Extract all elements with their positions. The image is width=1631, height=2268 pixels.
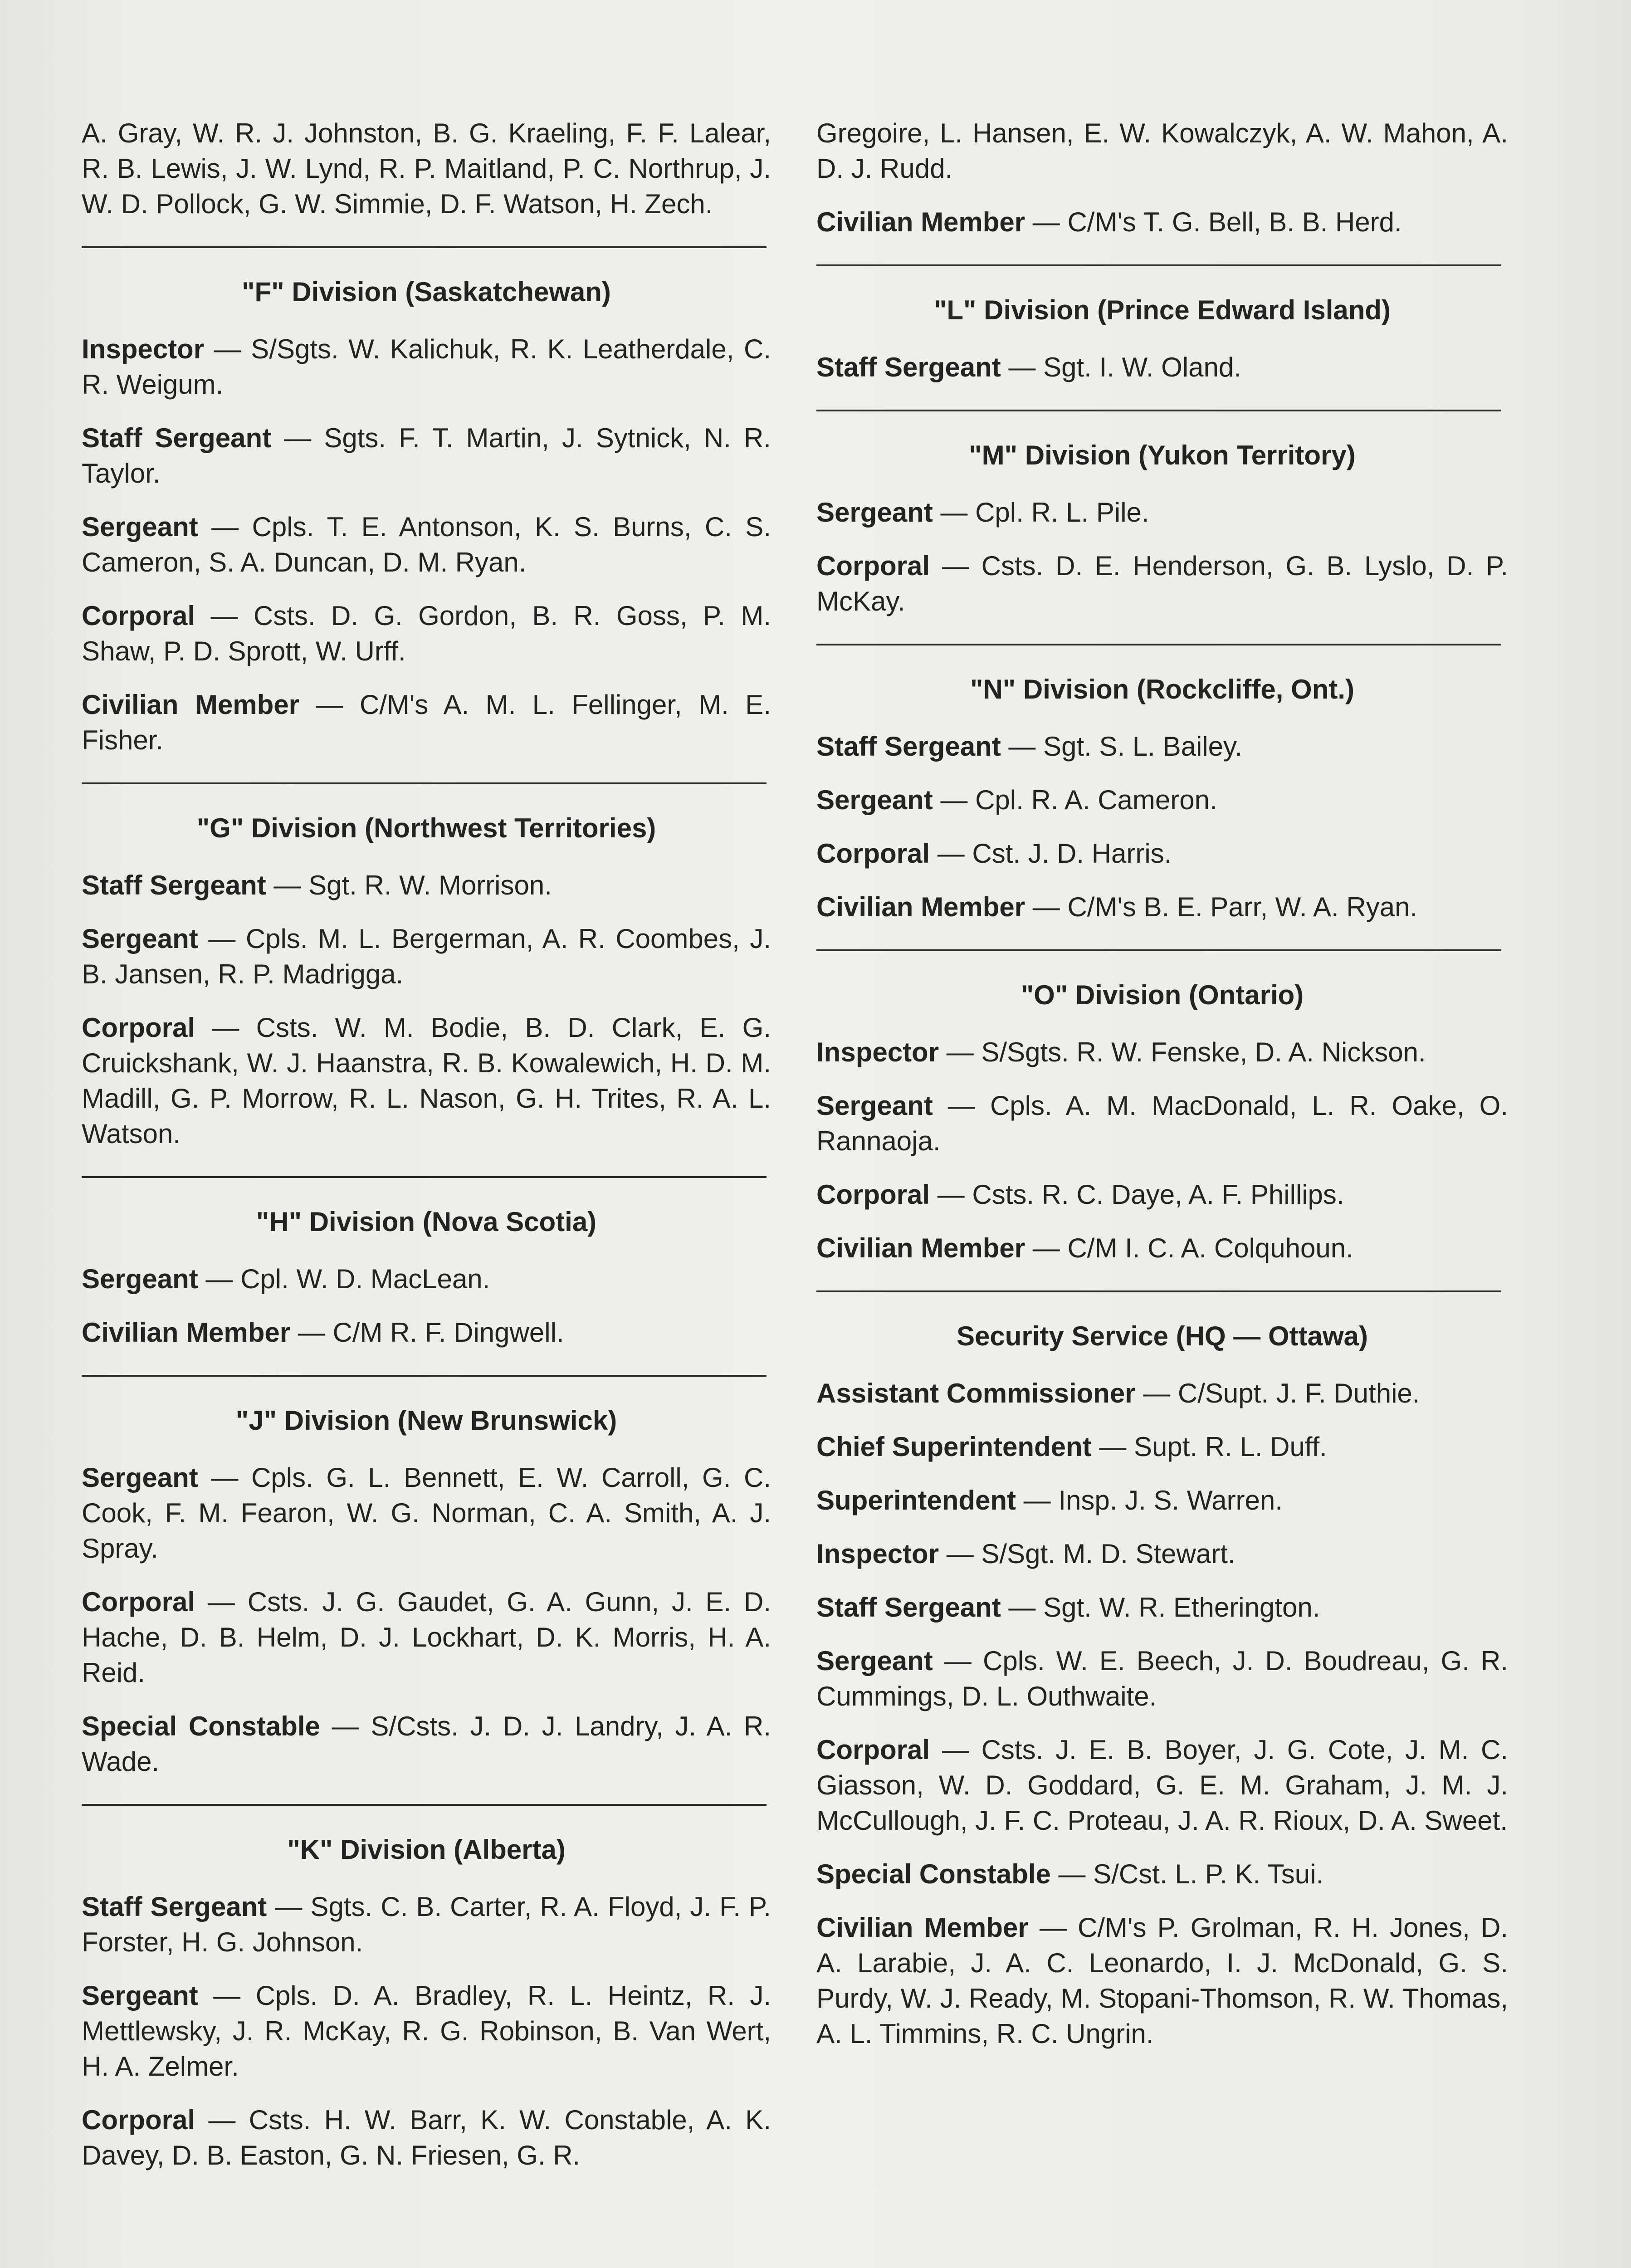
member-names: — S/Sgts. R. W. Fenske, D. A. Nickson. — [939, 1037, 1426, 1067]
member-names: — Cpls. G. L. Bennett, E. W. Carroll, G. C. Cook, F. M. Fearon, W. G. Norman, C. A. Smith, A. J. Spray. — [82, 1462, 771, 1564]
promotion-entry — [816, 1483, 1508, 1518]
promotion-entry — [82, 1261, 771, 1297]
division-heading: "O" Division (Ontario) — [1021, 980, 1304, 1010]
promotion-entry — [816, 1536, 1508, 1572]
rank-label: Civilian Member — [816, 892, 1025, 922]
member-names: — Cpls. D. A. Bradley, R. L. Heintz, R. J. Mettlewsky, J. R. McKay, R. G. Robinson, B. Van Wert, H. A. Zelmer. — [82, 1980, 771, 2082]
promotion-entry — [82, 1584, 771, 1691]
division-heading: "H" Division (Nova Scotia) — [256, 1207, 597, 1237]
promotion-entry — [816, 1857, 1508, 1892]
member-names: — Csts. D. G. Gordon, B. R. Goss, P. M. Shaw, P. D. Sprott, W. Urff. — [82, 601, 771, 666]
member-names: — Supt. R. L. Duff. — [1091, 1432, 1327, 1462]
rank-label: Corporal — [82, 601, 195, 631]
promotion-entry — [816, 1429, 1508, 1465]
promotion-entry — [816, 782, 1508, 818]
promotion-entry — [816, 548, 1508, 619]
rank-label: Corporal — [816, 1735, 930, 1765]
left-column — [82, 116, 771, 2191]
rank-label: Staff Sergeant — [816, 352, 1001, 382]
member-names: — C/Supt. J. F. Duthie. — [1135, 1378, 1420, 1408]
rank-label: Civilian Member — [82, 689, 299, 720]
continued-names: A. Gray, W. R. J. Johnston, B. G. Kraeling, F. F. Lalear, R. B. Lewis, J. W. Lynd, R. P. Maitland, P. C. Northrup, J. W. D. Pollock, G. W. Simmie, D. F. Watson, H. Zech. — [82, 118, 771, 219]
promotion-entry — [816, 1177, 1508, 1212]
section-divider — [816, 644, 1501, 645]
section-divider — [82, 782, 767, 784]
section-divider — [82, 1804, 767, 1806]
rank-label: Chief Superintendent — [816, 1432, 1092, 1462]
member-names: — C/M's T. G. Bell, B. B. Herd. — [1025, 207, 1402, 237]
member-names: — C/M's P. Grolman, R. H. Jones, D. A. Larabie, J. A. C. Leonardo, I. J. McDonald, G. S. Purdy, W. J. Ready, M. Stopani-Thomson, R. W. Thomas, A. L. Timmins, R. C. Ungrin. — [816, 1912, 1509, 2049]
promotion-entry — [816, 1590, 1508, 1625]
promotion-entry — [816, 350, 1508, 385]
member-names: — S/Csts. J. D. J. Landry, J. A. R. Wade. — [82, 1711, 772, 1777]
rank-label: Inspector — [82, 334, 205, 364]
member-names: — Csts. J. G. Gaudet, G. A. Gunn, J. E. D. Hache, D. B. Helm, D. J. Lockhart, D. K. Morris, H. A. Reid. — [82, 1587, 771, 1688]
rank-label: Civilian Member — [816, 1233, 1025, 1263]
promotion-entry — [816, 729, 1508, 764]
rank-label: Corporal — [816, 838, 930, 869]
promotion-entry — [82, 921, 771, 992]
section-divider — [816, 410, 1501, 411]
rank-label: Corporal — [82, 1587, 195, 1617]
promotion-entry — [82, 1315, 771, 1350]
member-names: — Cpl. R. L. Pile. — [933, 497, 1149, 528]
promotion-entry — [816, 1088, 1508, 1159]
division-heading: Security Service (HQ — Ottawa) — [957, 1321, 1368, 1351]
rank-label: Superintendent — [816, 1485, 1016, 1515]
member-names: — S/Sgts. W. Kalichuk, R. K. Leatherdale, C. R. Weigum. — [82, 334, 771, 400]
member-names: — Insp. J. S. Warren. — [1016, 1485, 1283, 1515]
member-names: — C/M's B. E. Parr, W. A. Ryan. — [1025, 892, 1418, 922]
member-names: — Csts. W. M. Bodie, B. D. Clark, E. G. Cruickshank, W. J. Haanstra, R. B. Kowalewich, H. D. M. Madill, G. P. Morrow, R. L. Nason, G. H. Trites, R. A. L. Watson. — [82, 1012, 771, 1149]
promotion-entry — [816, 495, 1508, 530]
member-names: — Csts. R. C. Daye, A. F. Phillips. — [930, 1179, 1344, 1210]
division-heading: "G" Division (Northwest Territories) — [196, 813, 656, 843]
rank-label: Sergeant — [82, 1264, 198, 1294]
member-names: — Csts. J. E. B. Boyer, J. G. Cote, J. M. C. Giasson, W. D. Goddard, G. E. M. Graham, J. M. J. McCullough, J. F. C. Proteau, J. A. R. Rioux, D. A. Sweet. — [816, 1735, 1508, 1836]
promotion-entry — [82, 598, 771, 669]
promotion-entry — [82, 868, 771, 903]
rank-label: Staff Sergeant — [82, 1892, 267, 1922]
division-heading: "J" Division (New Brunswick) — [235, 1405, 617, 1436]
promotion-entry — [816, 1732, 1508, 1838]
division-heading: "K" Division (Alberta) — [287, 1834, 566, 1865]
promotion-entry — [82, 420, 771, 491]
member-names: — S/Cst. L. P. K. Tsui. — [1050, 1859, 1324, 1889]
rank-label: Sergeant — [82, 924, 198, 954]
promotion-entry — [816, 836, 1508, 871]
rank-label: Staff Sergeant — [82, 423, 272, 453]
promotion-entry — [816, 1376, 1508, 1411]
member-names: — Sgt. R. W. Morrison. — [266, 870, 552, 900]
promotion-entry — [82, 1978, 771, 2084]
promotion-entry — [82, 1460, 771, 1566]
rank-label: Sergeant — [816, 785, 933, 815]
rank-label: Sergeant — [82, 1980, 198, 2011]
promotion-entry — [816, 1910, 1508, 2052]
rank-label: Assistant Commissioner — [816, 1378, 1136, 1408]
member-names: — Cpl. R. A. Cameron. — [933, 785, 1217, 815]
member-names: — C/M's A. M. L. Fellinger, M. E. Fisher. — [82, 689, 771, 755]
rank-label: Sergeant — [82, 512, 198, 542]
division-heading: "F" Division (Saskatchewan) — [242, 277, 611, 307]
rank-label: Sergeant — [816, 1646, 933, 1676]
promotion-entry — [82, 1889, 771, 1960]
rank-label: Corporal — [82, 1012, 195, 1043]
section-divider — [82, 246, 767, 248]
member-names: — Cpls. T. E. Antonson, K. S. Burns, C. S. Cameron, S. A. Duncan, D. M. Ryan. — [82, 512, 771, 577]
promotion-entry — [82, 2102, 771, 2173]
rank-label: Special Constable — [82, 1711, 320, 1741]
promotion-entry — [816, 1231, 1508, 1266]
promotion-entry — [816, 890, 1508, 925]
rank-label: Staff Sergeant — [82, 870, 266, 900]
rank-label: Sergeant — [816, 497, 933, 528]
rank-label: Civilian Member — [816, 207, 1025, 237]
member-names: — Cpl. W. D. MacLean. — [198, 1264, 490, 1294]
division-heading: "M" Division (Yukon Territory) — [969, 440, 1356, 470]
promotion-entry — [82, 1709, 771, 1779]
promotion-entry — [82, 1010, 771, 1152]
member-names: — Csts. D. E. Henderson, G. B. Lyslo, D. P. McKay. — [816, 551, 1508, 616]
rank-label: Corporal — [816, 1179, 930, 1210]
division-heading: "N" Division (Rockcliffe, Ont.) — [970, 674, 1354, 704]
member-names: — C/M R. F. Dingwell. — [290, 1317, 564, 1348]
rank-label: Special Constable — [816, 1859, 1051, 1889]
promotion-entry — [82, 687, 771, 758]
member-names: — Sgt. I. W. Oland. — [1001, 352, 1241, 382]
rank-label: Sergeant — [82, 1462, 198, 1493]
member-names: — Sgt. S. L. Bailey. — [1001, 731, 1243, 762]
member-names: — Sgt. W. R. Etherington. — [1001, 1592, 1320, 1623]
rank-label: Staff Sergeant — [816, 1592, 1001, 1623]
rank-label: Staff Sergeant — [816, 731, 1001, 762]
section-divider — [82, 1375, 767, 1377]
member-names: — Sgts. F. T. Martin, J. Sytnick, N. R. Taylor. — [82, 423, 771, 489]
rank-label: Corporal — [816, 551, 930, 581]
promotion-entry — [82, 509, 771, 580]
promotion-entry — [82, 332, 771, 402]
promotion-entry — [816, 1643, 1508, 1714]
rank-label: Civilian Member — [82, 1317, 291, 1348]
rank-label: Corporal — [82, 2105, 195, 2135]
rank-label: Civilian Member — [816, 1912, 1029, 1943]
member-names: — Csts. H. W. Barr, K. W. Constable, A. K. Davey, D. B. Easton, G. N. Friesen, G. R. — [82, 2105, 771, 2170]
member-names: — S/Sgt. M. D. Stewart. — [939, 1539, 1235, 1569]
rank-label: Sergeant — [816, 1090, 933, 1121]
continued-names: Gregoire, L. Hansen, E. W. Kowalczyk, A. W. Mahon, A. D. J. Rudd. — [816, 118, 1508, 184]
member-names: — Cpls. A. M. MacDonald, L. R. Oake, O. Rannaoja. — [816, 1090, 1508, 1156]
section-divider — [816, 264, 1501, 266]
promotion-entry — [816, 205, 1508, 240]
rank-label: Inspector — [816, 1539, 939, 1569]
member-names: — Cpls. M. L. Bergerman, A. R. Coombes, J. B. Jansen, R. P. Madrigga. — [82, 924, 771, 989]
section-divider — [816, 949, 1501, 951]
rank-label: Inspector — [816, 1037, 939, 1067]
member-names: — Sgts. C. B. Carter, R. A. Floyd, J. F. P. Forster, H. G. Johnson. — [82, 1892, 771, 1957]
member-names: — Cst. J. D. Harris. — [930, 838, 1172, 869]
member-names: — Cpls. W. E. Beech, J. D. Boudreau, G. R. Cummings, D. L. Outhwaite. — [816, 1646, 1508, 1711]
division-heading: "L" Division (Prince Edward Island) — [933, 295, 1391, 325]
section-divider — [82, 1176, 767, 1178]
section-divider — [816, 1290, 1501, 1292]
promotion-entry — [816, 1035, 1508, 1070]
right-column — [816, 116, 1508, 2070]
member-names: — C/M I. C. A. Colquhoun. — [1025, 1233, 1353, 1263]
